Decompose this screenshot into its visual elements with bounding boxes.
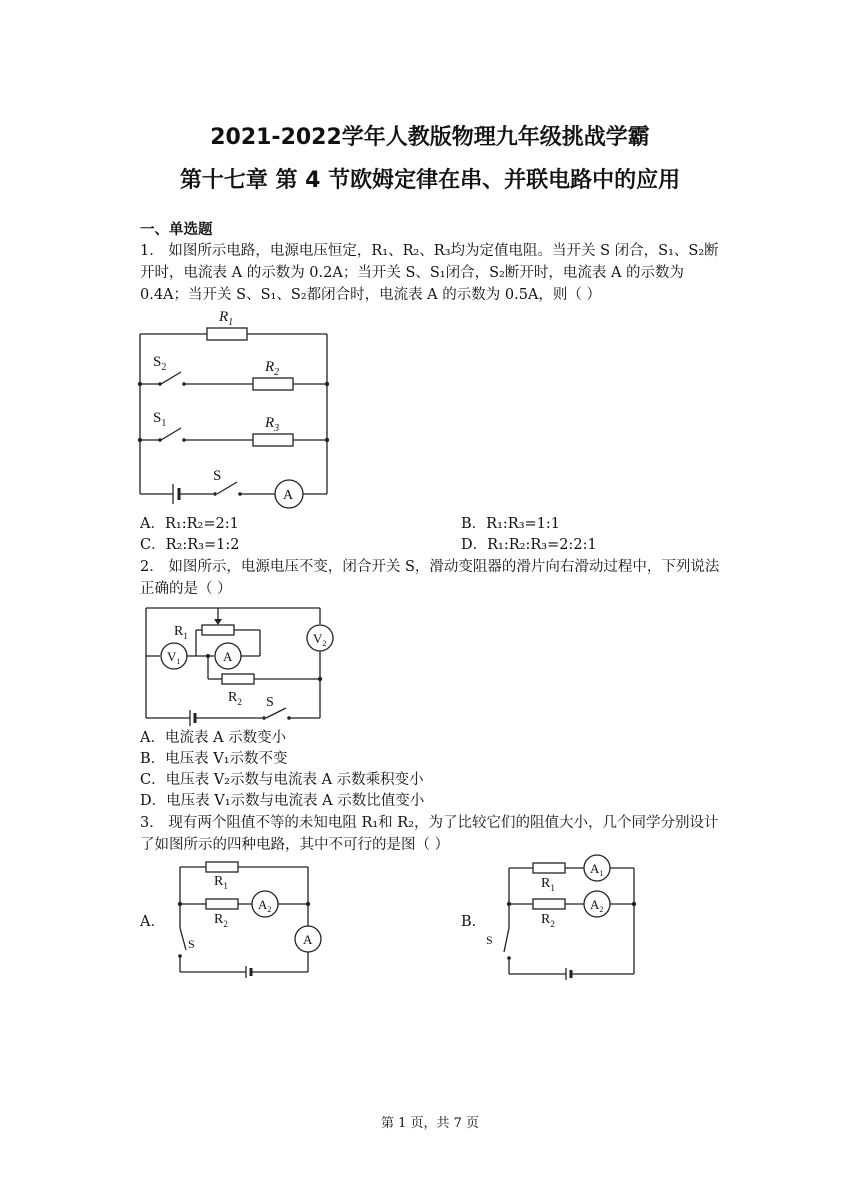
q1-ammeter-label: A — [283, 488, 294, 503]
q1-option-b[interactable]: B．R₁:R₃=1:1 — [461, 516, 560, 532]
q3b-label-r2: $R_2$ — [541, 912, 555, 929]
q2-ammeter-label: A — [223, 649, 233, 664]
q2-option-d[interactable]: D．电压表 V₁示数与电流表 A 示数比值变小 — [140, 793, 425, 809]
q3a-ammeter-a2-label: $A_2$ — [258, 897, 272, 914]
document-title: 2021-2022学年人教版物理九年级挑战学霸 — [210, 125, 650, 150]
q1-option-a[interactable]: A．R₁:R₂=2:1 — [140, 516, 239, 532]
q3-option-b-label[interactable]: B． — [461, 914, 487, 930]
q3b-ammeter-a1-label: $A_1$ — [590, 861, 604, 878]
q1-label-s: S — [213, 468, 222, 484]
q3-circuit-diagram-a — [172, 858, 332, 978]
q3b-label-r1: $R_1$ — [541, 876, 555, 893]
q3a-label-r2: $R_2$ — [214, 912, 228, 929]
q3b-ammeter-a2-label: $A_2$ — [590, 897, 604, 914]
q2-option-a[interactable]: A．电流表 A 示数变小 — [140, 730, 287, 746]
q2-label-r1: $R_1$ — [174, 624, 188, 641]
section-heading: 一、单选题 — [140, 222, 213, 238]
q2-voltmeter-v1-label: $V_1$ — [167, 649, 181, 666]
q3b-label-s: S — [486, 933, 493, 947]
document-subtitle: 第十七章 第 4 节欧姆定律在串、并联电路中的应用 — [179, 168, 681, 193]
q3a-label-r1: $R_1$ — [214, 874, 228, 891]
q1-option-c[interactable]: C．R₂:R₃=1:2 — [140, 537, 240, 553]
q3-option-a-label[interactable]: A． — [140, 914, 165, 930]
q1-option-d[interactable]: D．R₁:R₂:R₃=2:2:1 — [461, 537, 597, 553]
q2-option-b[interactable]: B．电压表 V₁示数不变 — [140, 751, 288, 767]
q1-label-s2: $S_2$ — [153, 354, 167, 373]
question-2-text: 2． 如图所示，电源电压不变，闭合开关 S，滑动变阻器的滑片向右滑动过程中，下列说法正确的是（ ） — [140, 559, 720, 597]
q3a-label-s: S — [188, 937, 195, 951]
q1-label-r3: $R_3$ — [265, 415, 280, 434]
question-1-text: 1． 如图所示电路，电源电压恒定，R₁、R₂、R₃均为定值电阻。当开关 S 闭合，S₁、S₂断开时，电流表 A 的示数为 0.2A；当开关 S、S₁闭合，S₂断开时，电流表 A 的示数为 0.4A；当开关 S、S₁、S₂都闭合时，电流表 A 的示数为 0.5A，则（ ） — [140, 243, 719, 303]
q1-label-r1: $R_1$ — [219, 309, 234, 328]
q3-circuit-diagram-b — [486, 856, 650, 981]
q2-circuit-diagram — [138, 602, 338, 727]
page-footer: 第 1 页，共 7 页 — [380, 1116, 480, 1131]
q2-label-r2: $R_2$ — [228, 690, 242, 707]
q1-label-r2: $R_2$ — [265, 359, 280, 378]
q3a-ammeter-label: A — [303, 932, 313, 947]
question-3-text: 3． 现有两个阻值不等的未知电阻 R₁和 R₂，为了比较它们的阻值大小，几个同学分别设计了如图所示的四种电路，其中不可行的是图（ ） — [140, 815, 719, 853]
q2-voltmeter-v2-label: $V_2$ — [313, 631, 327, 648]
q1-circuit-diagram — [135, 304, 335, 514]
q1-label-s1: $S_1$ — [153, 410, 167, 429]
q2-label-s: S — [266, 695, 274, 710]
q2-option-c[interactable]: C．电压表 V₂示数与电流表 A 示数乘积变小 — [140, 772, 424, 788]
